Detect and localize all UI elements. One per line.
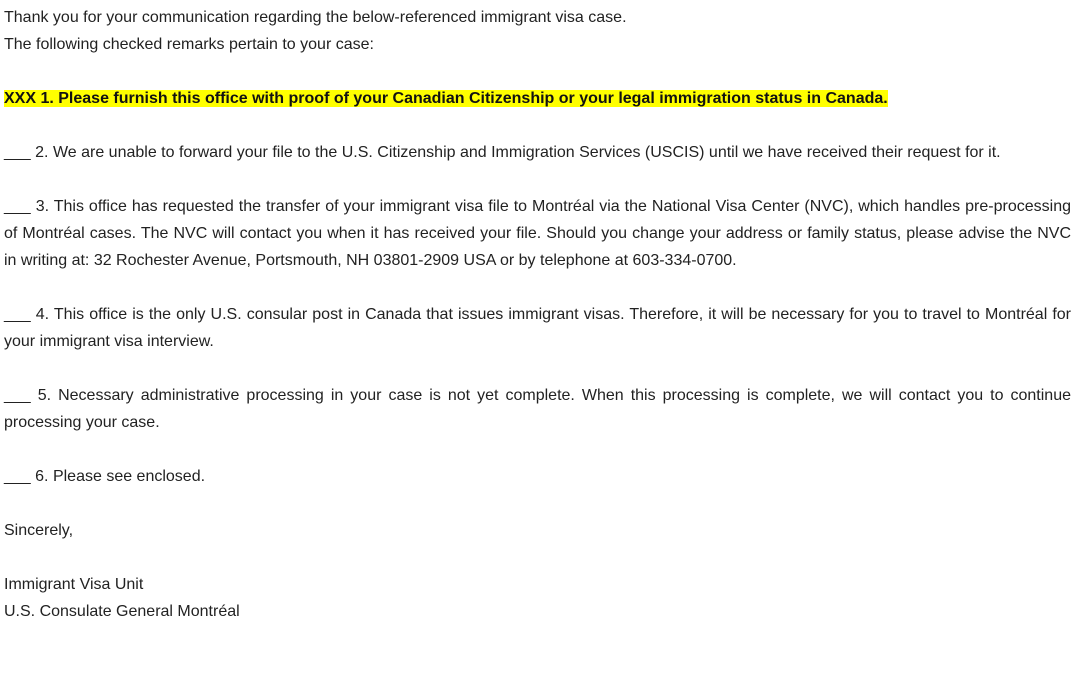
spacer xyxy=(4,544,1071,571)
remark-4 xyxy=(4,301,1071,355)
spacer xyxy=(4,166,1071,193)
salutation: Sincerely, xyxy=(4,522,74,539)
spacer xyxy=(4,274,1071,301)
signature-office: U.S. Consulate General Montréal xyxy=(4,603,240,620)
remark-6-mark: ___ xyxy=(4,468,31,485)
remark-4-text: 4. This office is the only U.S. consular post in Canada that issues immigrant visas. Therefore, it will be necessary for you to travel to Montréal for your immigrant visa interview. xyxy=(4,306,1071,350)
signature-unit: Immigrant Visa Unit xyxy=(4,576,144,593)
intro-line-2: The following checked remarks pertain to your case: xyxy=(4,36,374,53)
spacer xyxy=(4,58,1071,85)
remark-1-mark: XXX xyxy=(4,90,37,107)
remark-3-text: 3. This office has requested the transfer of your immigrant visa file to Montréal via the National Visa Center (NVC), which handles pre-processing of Montréal cases. The NVC will contact you when it has received your file. Should you change your address or family status, please advise the NVC in writing at: 32 Rochester Avenue, Portsmouth, NH 03801-2909 USA or by telephone at 603-334-0700. xyxy=(4,198,1071,269)
remark-1 xyxy=(4,85,1071,112)
remark-1-text: 1. Please furnish this office with proof of your Canadian Citizenship or your legal immigration status in Canada. xyxy=(40,90,888,107)
remark-6-text: 6. Please see enclosed. xyxy=(35,468,206,485)
remark-5-mark: ___ xyxy=(4,387,31,404)
remark-2 xyxy=(4,139,1071,166)
spacer xyxy=(4,490,1071,517)
remark-3 xyxy=(4,193,1071,274)
remark-5-text: 5. Necessary administrative processing in your case is not yet complete. When this processing is complete, we will contact you to continue processing your case. xyxy=(4,387,1071,431)
remark-3-mark: ___ xyxy=(4,198,31,215)
remark-5 xyxy=(4,382,1071,436)
remark-1-highlight xyxy=(4,90,888,107)
remark-2-text: 2. We are unable to forward your file to the U.S. Citizenship and Immigration Services (USCIS) until we have received their request for it. xyxy=(35,144,1001,161)
intro-line-1: Thank you for your communication regarding the below-referenced immigrant visa case. xyxy=(4,9,627,26)
spacer xyxy=(4,112,1071,139)
remark-4-mark: ___ xyxy=(4,306,31,323)
remark-2-mark: ___ xyxy=(4,144,31,161)
spacer xyxy=(4,355,1071,382)
spacer xyxy=(4,436,1071,463)
remark-6 xyxy=(4,463,1071,490)
